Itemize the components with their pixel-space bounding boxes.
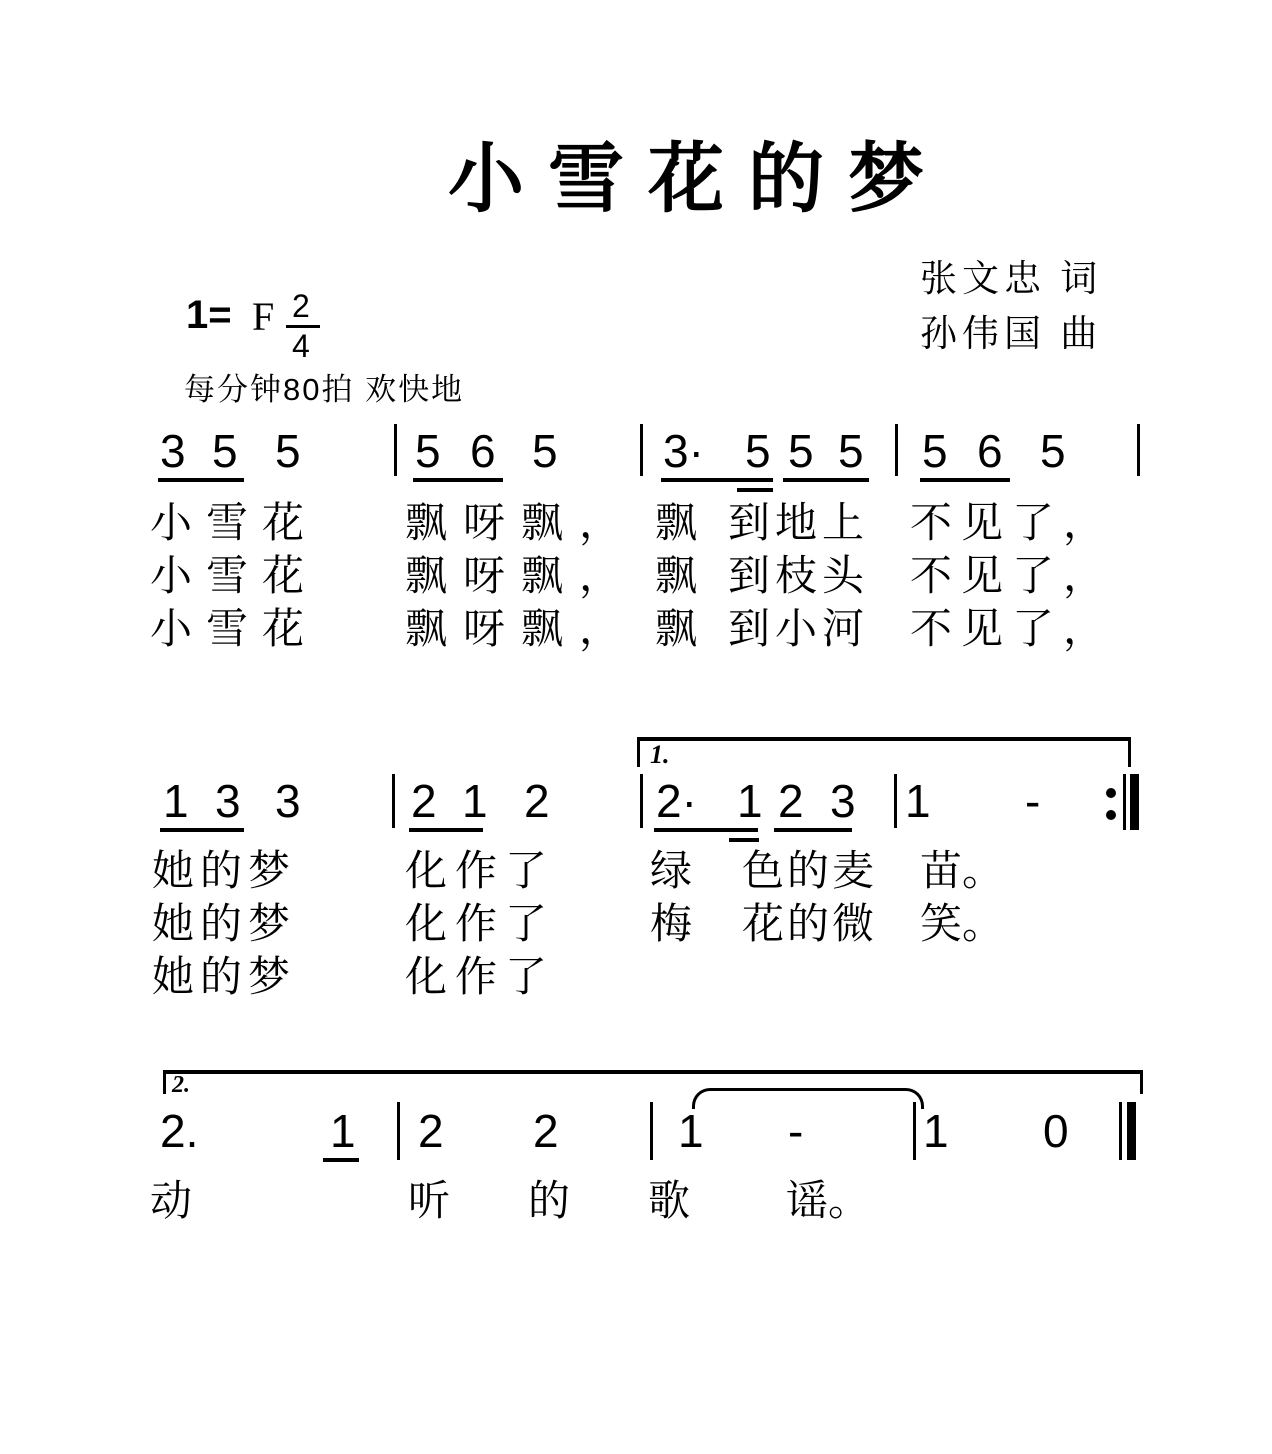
lyricist-credit: 张文忠 词 (920, 259, 1103, 300)
barline (397, 1102, 400, 1160)
note: 1 (163, 775, 189, 827)
beam-underline (920, 478, 1010, 482)
lyric: 动 (150, 1179, 193, 1225)
lyric: 色的麦 (742, 849, 878, 895)
repeat-dot (1106, 810, 1116, 820)
beam-underline (661, 478, 773, 482)
repeat-thick-barline (1130, 774, 1139, 830)
note: 5 (275, 425, 301, 477)
lyric: 飘 (655, 554, 698, 600)
note-dotted: 2· (656, 775, 697, 827)
note: 5 (212, 425, 238, 477)
beam-underline (774, 828, 852, 832)
repeat-dot (1106, 788, 1116, 798)
lyric: 不见了， (910, 501, 1115, 547)
beam-underline (413, 478, 503, 482)
lyric: 飘呀飘， (405, 554, 638, 600)
note: 5 (838, 425, 864, 477)
note: 2 (533, 1105, 559, 1157)
note: 5 (788, 425, 814, 477)
note: 2 (418, 1105, 444, 1157)
beam-underline (409, 828, 483, 832)
barline (640, 774, 643, 828)
composer-credit: 孙伟国 曲 (920, 314, 1103, 355)
note-dotted: 2. (160, 1105, 199, 1157)
lyric: 的 (528, 1179, 571, 1225)
volta-bracket-2 (163, 1070, 1143, 1094)
lyric: 歌 (648, 1179, 691, 1225)
lyric: 到小河 (728, 607, 870, 653)
tonic-letter: F (252, 294, 275, 339)
beam-underline (160, 828, 244, 832)
note: 5 (1040, 425, 1066, 477)
final-thick-barline (1127, 1102, 1136, 1160)
lyric: 飘呀飘， (405, 501, 638, 547)
lyric: 化作了 (405, 849, 556, 895)
barline (650, 1102, 653, 1160)
note: 1 (462, 775, 488, 827)
note: 1 (905, 775, 931, 827)
final-thin-barline (1119, 1102, 1122, 1160)
meter-numerator: 2 (292, 288, 310, 324)
note: 3 (275, 775, 301, 827)
barline (1137, 424, 1140, 476)
lyric: 到枝头 (728, 554, 870, 600)
note-dash: - (788, 1105, 804, 1157)
song-title: 小雪花的梦 (448, 138, 948, 222)
tonic-prefix: 1= (186, 293, 232, 337)
barline (895, 424, 898, 476)
lyric: 她的梦 (152, 955, 297, 1001)
note: 3 (160, 425, 186, 477)
tie-arc (692, 1088, 924, 1109)
note: 1 (330, 1105, 356, 1157)
lyric: 谣。 (786, 1179, 871, 1225)
lyric: 飘 (655, 501, 698, 547)
lyric: 她的梦 (152, 902, 297, 948)
volta-label-1: 1. (650, 740, 670, 769)
beam-underline-double (737, 488, 773, 492)
lyric: 梅 (650, 902, 693, 948)
barline (913, 1102, 916, 1160)
note-dash: - (1025, 775, 1041, 827)
note: 2 (411, 775, 437, 827)
note: 1 (737, 775, 763, 827)
lyric: 花的微 (742, 902, 878, 948)
note: 5 (415, 425, 441, 477)
note-rest: 0 (1043, 1105, 1069, 1157)
note: 6 (470, 425, 496, 477)
lyric: 小雪花 (150, 554, 319, 600)
note: 1 (923, 1105, 949, 1157)
meter-denominator: 4 (292, 328, 310, 364)
lyric: 化作了 (405, 955, 556, 1001)
lyric: 不见了， (910, 554, 1115, 600)
note: 5 (745, 425, 771, 477)
lyric: 苗。 (920, 849, 1005, 895)
lyric: 到地上 (728, 501, 870, 547)
note: 3 (830, 775, 856, 827)
lyric: 小雪花 (150, 501, 319, 547)
lyric: 听 (408, 1179, 451, 1225)
note: 3 (215, 775, 241, 827)
lyric: 飘呀飘， (405, 607, 638, 653)
beam-underline-double (729, 838, 759, 842)
note: 6 (977, 425, 1003, 477)
lyric: 小雪花 (150, 607, 319, 653)
note: 2 (524, 775, 550, 827)
lyric: 绿 (650, 849, 693, 895)
barline (392, 774, 395, 828)
note: 5 (532, 425, 558, 477)
beam-underline (654, 828, 758, 832)
beam-underline (783, 478, 869, 482)
lyric: 化作了 (405, 902, 556, 948)
volta-bracket-1 (637, 737, 1131, 767)
barline (640, 424, 643, 476)
beam-underline (158, 478, 244, 482)
lyric: 笑。 (920, 902, 1005, 948)
lyric: 飘 (655, 607, 698, 653)
beam-underline (323, 1158, 359, 1162)
barline (394, 424, 397, 476)
note: 1 (678, 1105, 704, 1157)
barline (894, 774, 897, 828)
lyric: 她的梦 (152, 849, 297, 895)
lyric: 不见了， (910, 607, 1115, 653)
note-dotted: 3· (663, 425, 704, 477)
tempo-marking: 每分钟80拍 欢快地 (184, 372, 465, 407)
note: 5 (922, 425, 948, 477)
repeat-thin-barline (1123, 774, 1126, 830)
note: 2 (778, 775, 804, 827)
volta-label-2: 2. (172, 1072, 190, 1098)
